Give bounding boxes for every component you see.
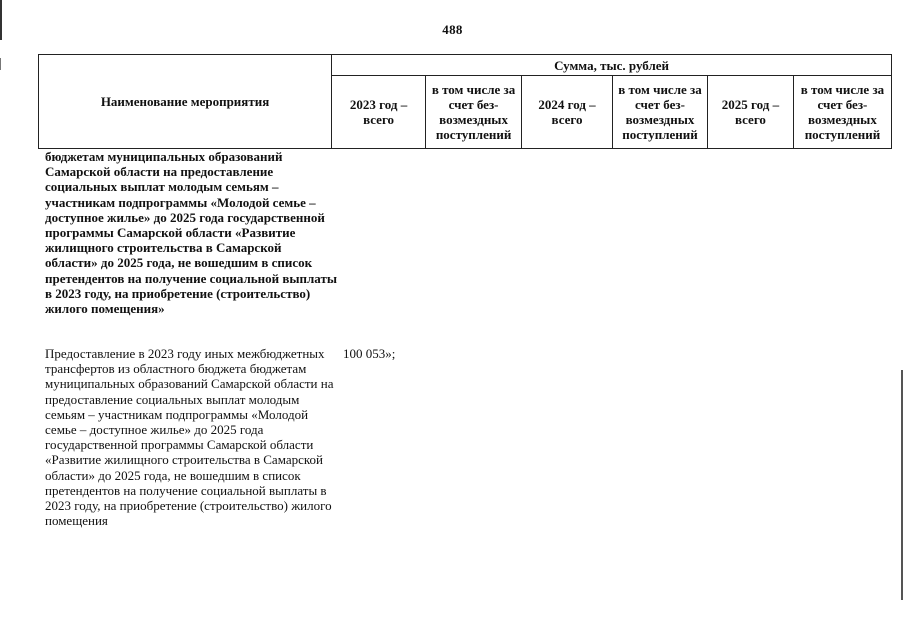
page-edge-mark	[0, 58, 1, 70]
column-header-2025-total: 2025 год – всего	[708, 76, 794, 149]
budget-table-header	[38, 54, 892, 149]
column-header-name: Наименование мероприятия	[39, 55, 332, 149]
page-edge-mark	[901, 370, 903, 600]
column-group-sum: Сумма, тыс. рублей	[332, 55, 892, 76]
table-row-name-continued: бюджетам муниципальных образований Самарской области на предоставление социальных выплат молодым семьям – участникам подпрограммы «Молодой семье – доступное жилье» до 2025 года государственной программы Самарской области «Развитие жилищного строительства в Самарской области» до 2025 года, не вошедшим в список претендентов на получение социальной выплаты в 2023 году, на приобретение (строительство) жилого помещения»	[45, 149, 338, 317]
table-cell-amount-2023: 100 053»;	[343, 346, 396, 361]
column-header-2025-gratuitous: в том числе за счет без-возмездных поступлений	[793, 76, 891, 149]
column-header-2024-total: 2024 год – всего	[522, 76, 613, 149]
column-header-2023-gratuitous: в том числе за счет без-возмездных поступлений	[426, 76, 522, 149]
column-header-2023-total: 2023 год – всего	[332, 76, 426, 149]
page-number: 488	[442, 22, 463, 37]
column-header-2024-gratuitous: в том числе за счет без-возмездных поступлений	[613, 76, 708, 149]
table-row-name: Предоставление в 2023 году иных межбюджетных трансфертов из областного бюджета бюджетам муниципальных образований Самарской области на предоставление социальных выплат молодым семьям – участникам подпрограммы «Молодой семье – доступное жилье» до 2025 года государственной программы Самарской области «Развитие жилищного строительства в Самарской области» до 2025 года, не вошедшим в список претендентов на получение социальной выплаты в 2023 году, на приобретение (строительство) жилого помещения	[45, 346, 334, 529]
